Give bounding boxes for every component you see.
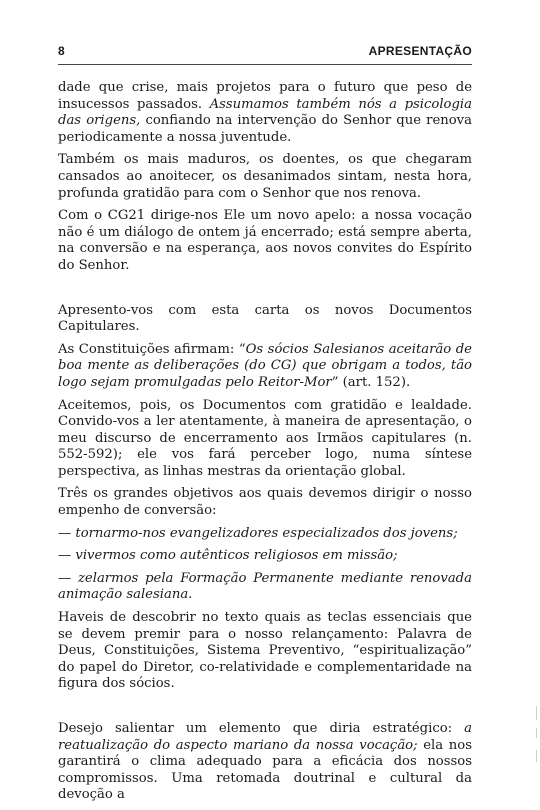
paragraph-8: Haveis de descobrir no texto quais as teclas essenciais que se devem premir para o nosso relançamento: Palavra de Deus, Constituições, Sistema Preventivo, “espiritualização” do papel do Diretor, co-relatividade e complementaridade na figura dos sócios. [58,610,472,692]
page-header [58,44,472,64]
scan-margin-mark [536,750,537,762]
document-page [58,0,472,803]
list-item-3 [58,571,472,604]
list-item-3-text: zelarmos pela Formação Permanente mediante renovada animação salesiana. [58,570,472,603]
paragraph-9-text: Desejo salientar um elemento que diria estratégico: [58,721,465,736]
scan-margin-mark [536,706,537,720]
header-rule [58,64,472,65]
scan-margin-mark [536,728,537,738]
paragraph-1-text: dade que crise, mais projetos para o futuro que peso de insucessos passados. [58,80,472,112]
paragraph-4: Apresento-vos com esta carta os novos Documentos Capitulares. [58,302,472,335]
list-dash: — [58,525,76,541]
running-title: APRESENTAÇÃO [368,44,472,58]
paragraph-9 [58,721,472,804]
list-item-1-text: tornarmo-nos evangelizadores especializados dos jovens; [75,525,458,541]
page-number: 8 [58,44,65,58]
list-dash: — [58,570,78,586]
paragraph-5-text: As Constituições afirmam: “ [58,341,246,357]
section-gap [58,699,472,721]
section-gap [58,281,472,303]
paragraph-3: Com o CG21 dirige-nos Ele um novo apelo: a nossa vocação não é um diálogo de ontem já encerrado; está sempre aberta, na conversão e na esperança, aos novos convites do Espírito do Senhor. [58,208,472,273]
paragraph-5-quote: Os sócios Salesianos aceitarão de boa mente as deliberações (do CG) que obrigam a todos, tão logo sejam promulgadas pelo Reitor-Mor [58,341,472,390]
list-item-2 [58,548,472,565]
paragraph-1-emphasis: Assumamos também nós a psicologia das origens, [58,96,472,129]
paragraph-7: Três os grandes objetivos aos quais devemos dirigir o nosso empenho de conversão: [58,486,472,519]
paragraph-6: Aceitemos, pois, os Documentos com gratidão e lealdade. Convido-vos a ler atentamente, à maneira de apresentação, o meu discurso de encerramento aos Irmãos capitulares (n. 552-592); ele vos fará perceber logo, numa síntese perspectiva, as linhas mestras da orientação global. [58,397,472,479]
paragraph-5-citation: ” (art. 152). [331,374,411,390]
paragraph-9-text-end: ela nos garantirá o clima adequado para a eficácia dos nossos compromissos. Uma retomada doutrinal e cultural da devoção a [58,737,472,803]
list-item-1 [58,526,472,543]
paragraph-1-text-end: confiando na intervenção do Senhor que renova periodicamente a nossa juventude. [58,113,472,145]
paragraph-1 [58,80,472,146]
list-dash: — [58,548,76,564]
list-item-2-text: vivermos como autênticos religiosos em missão; [75,548,398,564]
paragraph-9-emphasis: a reatualização do aspecto mariano da nossa vocação; [58,721,472,753]
paragraph-2: Também os mais maduros, os doentes, os que chegaram cansados ao anoitecer, os desanimados sintam, nesta hora, profunda gratidão para com o Senhor que nos renova. [58,152,472,201]
paragraph-5 [58,342,472,392]
page-body [58,80,472,810]
